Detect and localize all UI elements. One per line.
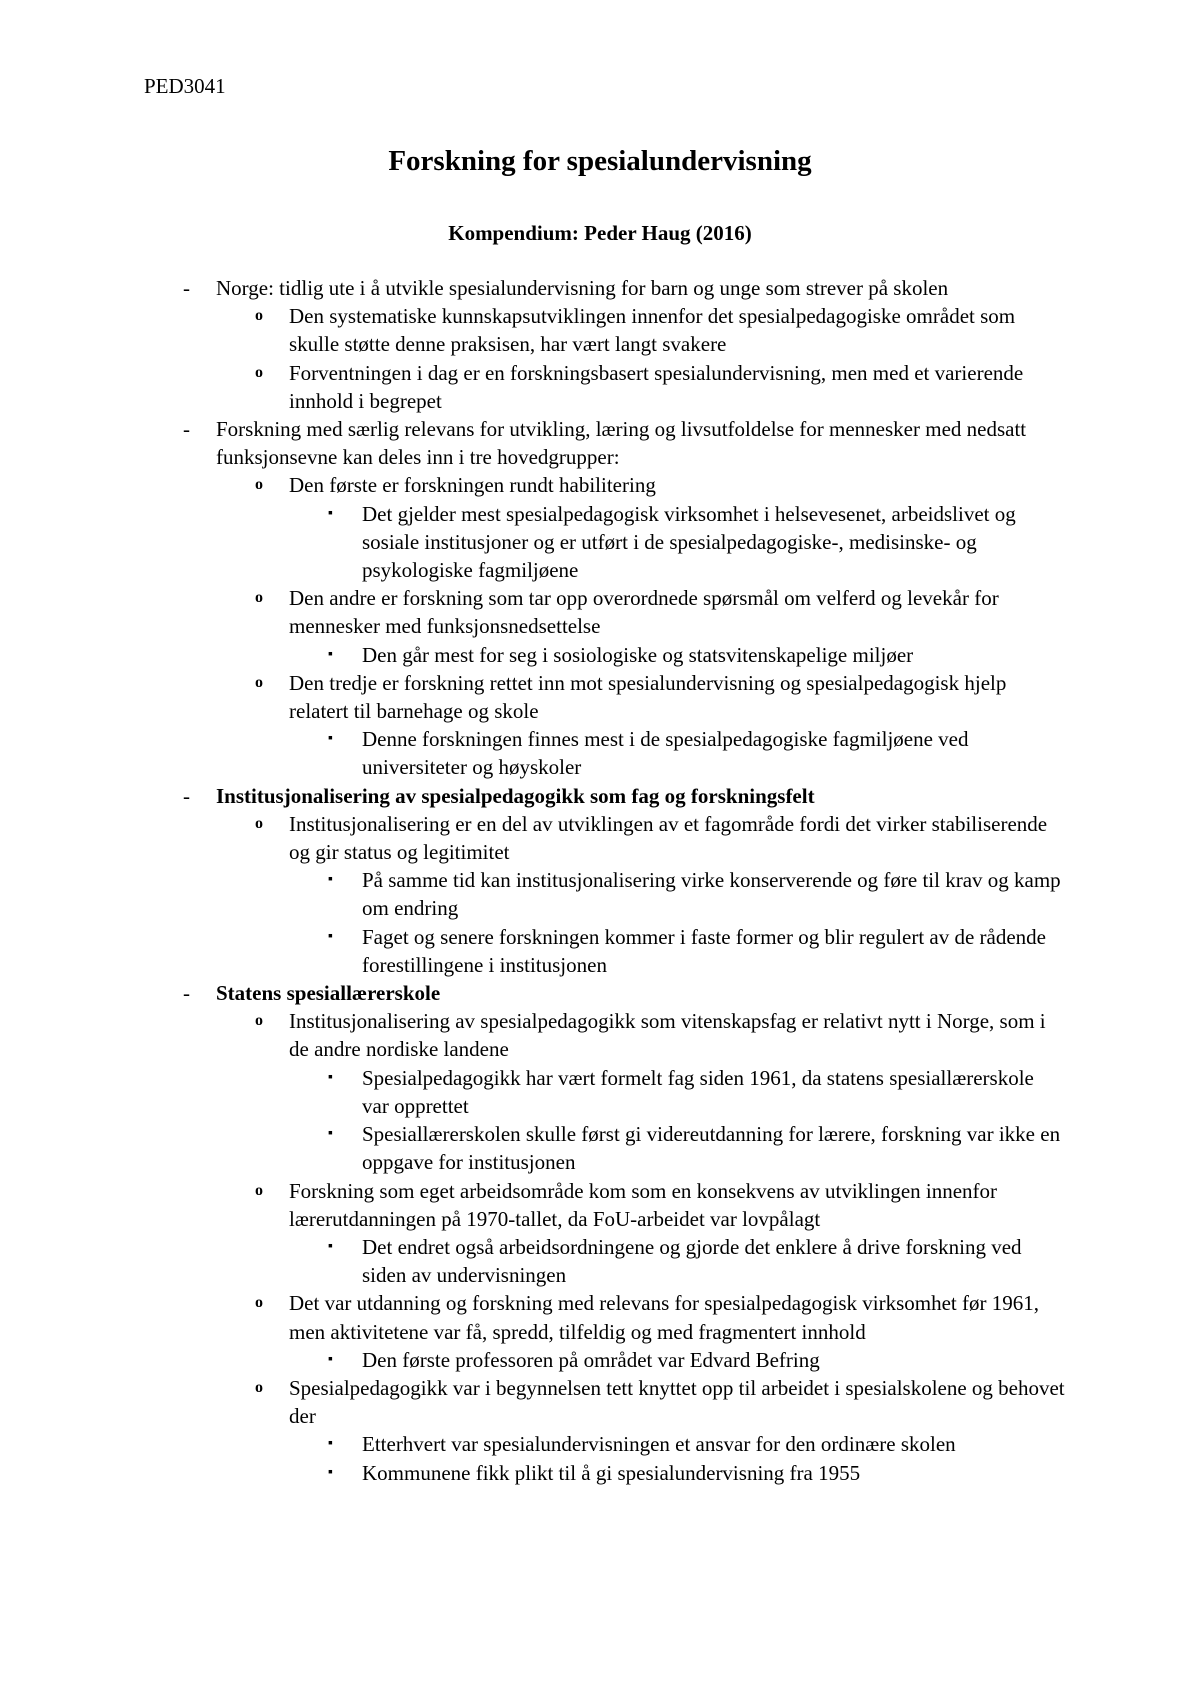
list-item [0, 1233, 1062, 1289]
list-item-text: Institusjonalisering av spesialpedagogikk som vitenskapsfag er relativt nytt i Norge, som i de andre nordiske landene [289, 1009, 1046, 1062]
bullet-marker: o [255, 814, 263, 832]
bullet-marker: o [255, 1378, 263, 1396]
list-item-text: Kommunene fikk plikt til å gi spesialundervisning fra 1955 [362, 1460, 861, 1485]
bullet-marker: o [255, 476, 263, 494]
bullet-marker: - [183, 417, 190, 442]
list-item [0, 782, 1045, 810]
list-item-text: Statens spesiallærerskole [216, 981, 441, 1006]
list-item-text: Norge: tidlig ute i å utvikle spesialundervisning for barn og unge som strever på skolen [216, 276, 949, 300]
bullet-marker: ▪ [328, 928, 333, 944]
page-header: PED3041 [144, 74, 226, 98]
bullet-list [0, 274, 1200, 1487]
list-item [0, 359, 1069, 415]
bullet-marker: ▪ [328, 1436, 333, 1452]
list-item-text: Den første er forskningen rundt habilitering [289, 473, 656, 498]
list-item-text: Den systematiske kunnskapsutviklingen innenfor det spesialpedagogiske området som skulle støtte denne praksisen, har vært langt svakere [289, 304, 1016, 357]
bullet-marker: - [183, 981, 190, 1006]
list-item [0, 810, 1069, 866]
list-item [0, 1346, 1062, 1374]
list-item-text: Den tredje er forskning rettet inn mot spesialundervisning og spesialpedagogisk hjelp relatert til barnehage og skole [289, 670, 1007, 724]
bullet-marker: o [255, 307, 263, 325]
bullet-marker: o [255, 363, 263, 381]
list-item [0, 1007, 1069, 1063]
bullet-marker: ▪ [328, 1238, 333, 1254]
list-item-text: Spesialpedagogikk var i begynnelsen tett knyttet opp til arbeidet i spesialskolene og behovet der [289, 1375, 1065, 1429]
bullet-marker: ▪ [328, 1464, 333, 1480]
list-item-text: Etterhvert var spesialundervisningen et ansvar for den ordinære skolen [362, 1432, 956, 1457]
list-item [0, 1289, 1069, 1345]
list-item [0, 1459, 1062, 1487]
list-item [0, 1374, 1069, 1430]
list-item [0, 274, 1045, 302]
bullet-marker: ▪ [328, 1351, 333, 1367]
bullet-marker: ▪ [328, 505, 333, 521]
list-item [0, 1064, 1062, 1120]
bullet-marker: ▪ [328, 872, 333, 888]
bullet-marker: ▪ [328, 1069, 333, 1085]
document-title: Forskning for spesialundervisning [388, 145, 812, 177]
bullet-marker: ▪ [328, 1126, 333, 1142]
list-item [0, 471, 1069, 499]
list-item-text: Faget og senere forskningen kommer i faste former og blir regulert av de rådende forestillingene i institusjonen [362, 924, 1046, 977]
list-item [0, 979, 1045, 1007]
list-item [0, 584, 1069, 640]
bullet-marker: ▪ [328, 731, 333, 747]
list-item-text: Det var utdanning og forskning med relevans for spesialpedagogisk virksomhet før 1961, men aktivitetene var få, spredd, tilfeldig og med fragmentert innhold [289, 1291, 1040, 1344]
list-item-text: Spesiallærerskolen skulle først gi videreutdanning for lærere, forskning var ikke en oppgave for institusjonen [362, 1122, 1061, 1175]
list-item-text: Denne forskningen finnes mest i de spesialpedagogiske fagmiljøene ved universiteter og høyskoler [362, 727, 969, 780]
list-item-text: Den første professoren på området var Edvard Befring [362, 1347, 820, 1372]
list-item [0, 669, 1069, 725]
bullet-marker: - [183, 276, 190, 300]
list-item-text: Den andre er forskning som tar opp overordnede spørsmål om velferd og levekår for mennesker med funksjonsnedsettelse [289, 586, 999, 639]
list-item [0, 500, 1062, 585]
list-item [0, 1120, 1062, 1176]
list-item-text: Institusjonalisering er en del av utviklingen av et fagområde fordi det virker stabiliserende og gir status og legitimitet [289, 811, 1048, 865]
list-item-text: Det gjelder mest spesialpedagogisk virksomhet i helsevesenet, arbeidslivet og sosiale institusjoner og er utført i de spesialpedagogiske-, medisinske- og psykologiske fagmiljøene [362, 501, 1016, 583]
document-subtitle: Kompendium: Peder Haug (2016) [448, 221, 752, 245]
list-item [0, 866, 1062, 922]
list-item-text: Forskning med særlig relevans for utvikling, læring og livsutfoldelse for mennesker med nedsatt funksjonsevne kan deles inn i tre hovedgrupper: [216, 417, 1027, 470]
list-item-text: Forventningen i dag er en forskningsbasert spesialundervisning, men med et varierende innhold i begrepet [289, 360, 1024, 413]
list-item [0, 415, 1045, 471]
bullet-marker: o [255, 1012, 263, 1030]
bullet-marker: o [255, 589, 263, 607]
list-item-text: På samme tid kan institusjonalisering virke konserverende og føre til krav og kamp om endring [362, 868, 1061, 921]
bullet-marker: o [255, 673, 263, 691]
list-item-text: Det endret også arbeidsordningene og gjorde det enklere å drive forskning ved siden av undervisningen [362, 1234, 1022, 1288]
list-item [0, 1177, 1069, 1233]
list-item-text: Institusjonalisering av spesialpedagogikk som fag og forskningsfelt [216, 783, 815, 808]
bullet-marker: ▪ [328, 646, 333, 662]
bullet-marker: - [183, 783, 190, 808]
list-item [0, 302, 1069, 358]
list-item-text: Den går mest for seg i sosiologiske og statsvitenskapelige miljøer [362, 642, 914, 667]
list-item-text: Spesialpedagogikk har vært formelt fag siden 1961, da statens spesiallærerskole var opprettet [362, 1065, 1034, 1118]
list-item [0, 1430, 1062, 1458]
list-item-text: Forskning som eget arbeidsområde kom som en konsekvens av utviklingen innenfor lærerutdanningen på 1970-tallet, da FoU-arbeidet var lovpålagt [289, 1178, 998, 1231]
list-item [0, 923, 1062, 979]
list-item [0, 641, 1062, 669]
bullet-marker: o [255, 1181, 263, 1199]
list-item [0, 725, 1062, 781]
bullet-marker: o [255, 1294, 263, 1312]
